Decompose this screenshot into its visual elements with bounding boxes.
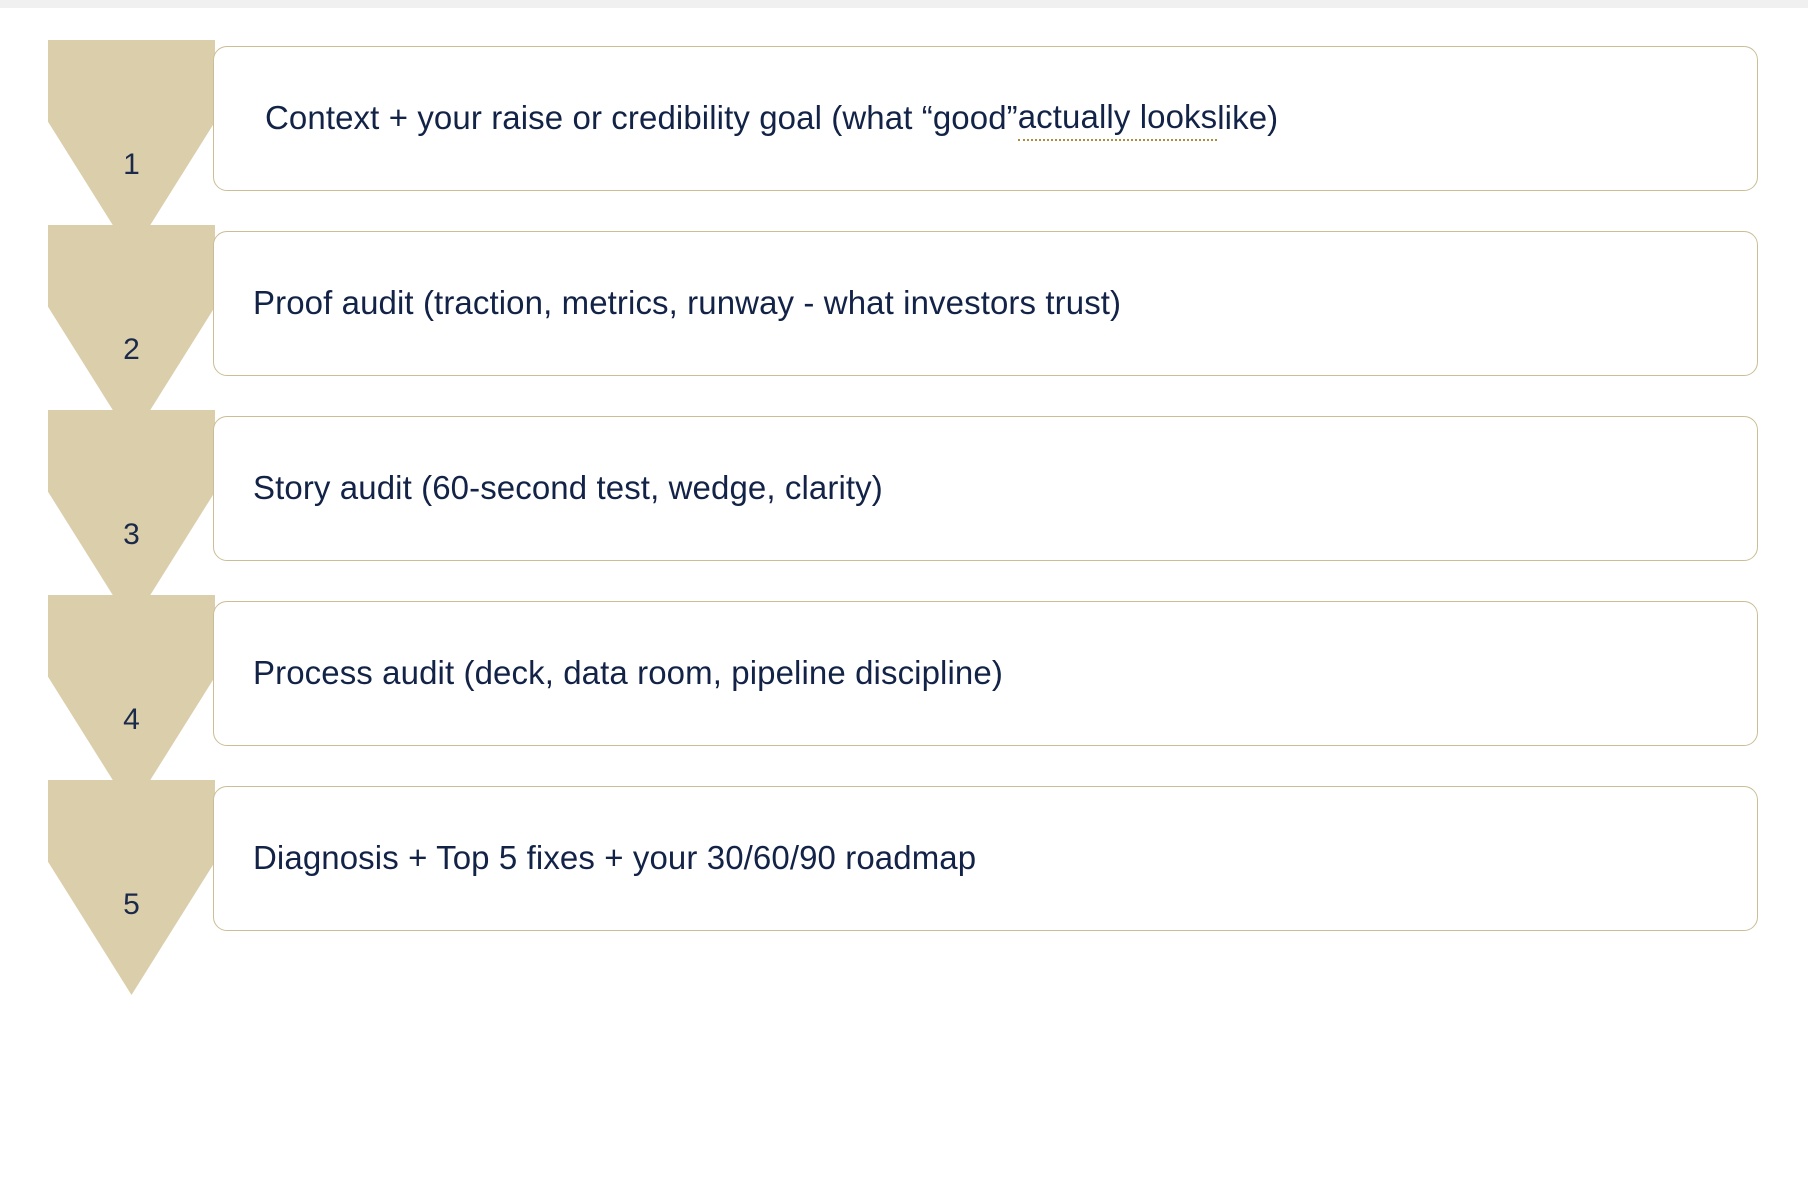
step-row [0, 225, 1808, 375]
step-text-2: Proof audit (traction, metrics, runway - what investors trust) [253, 284, 1122, 322]
step-text-4: Process audit (deck, data room, pipeline discipline) [253, 654, 1003, 692]
step-row [0, 780, 1808, 930]
step-number-4: 4 [123, 703, 140, 736]
step-text-1-underlined: actually looks [1018, 96, 1218, 142]
step-row [0, 40, 1808, 190]
step-text-5: Diagnosis + Top 5 fixes + your 30/60/90 roadmap [253, 839, 977, 877]
step-text-1-post: like) [1217, 99, 1279, 137]
step-number-3: 3 [123, 518, 140, 551]
process-steps-diagram [0, 40, 1808, 1180]
step-number-2: 2 [123, 333, 140, 366]
step-row [0, 595, 1808, 745]
step-text-3: Story audit (60-second test, wedge, clarity) [253, 469, 883, 507]
step-text-1-pre: Context + your raise or credibility goal (what “good” [265, 99, 1018, 137]
step-text-1 [265, 40, 1745, 197]
step-number-1: 1 [123, 148, 140, 181]
step-row [0, 410, 1808, 560]
step-number-5: 5 [123, 888, 140, 921]
top-strip [0, 0, 1808, 8]
